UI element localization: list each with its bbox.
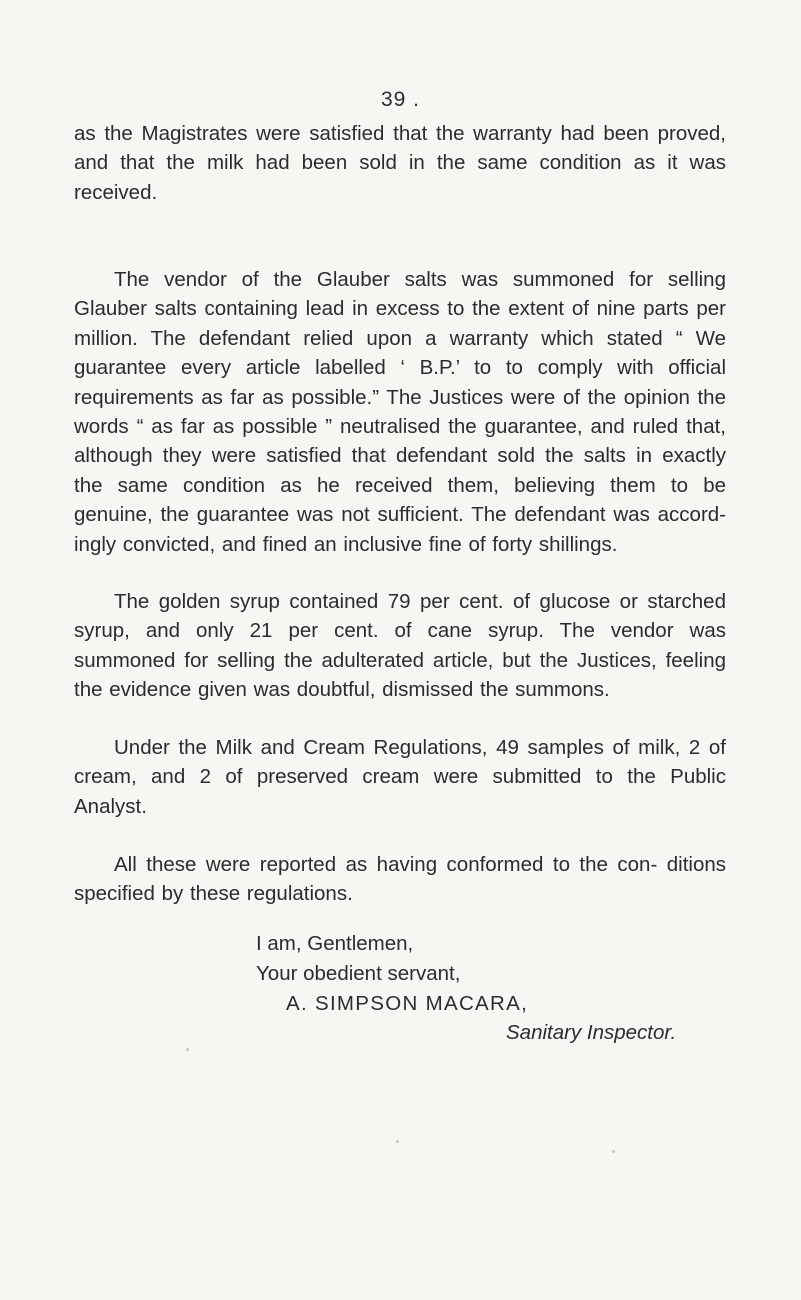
paper-speck — [396, 1140, 399, 1143]
valediction: Your obedient servant, — [256, 962, 461, 986]
paragraph-warranty-milk: as the Magistrates were satisfied that the warranty had been proved, and that the milk had been sold in the same condition as it was received. — [74, 122, 726, 204]
paragraph-golden-syrup: The golden syrup contained 79 per cent. of glucose or starched syrup, and only 21 per cent. of cane syrup. The vendor was summoned for selling the adulterated article, but the Justices, feeling the evidence given was doubtful, dismissed the summons. — [74, 590, 726, 702]
letter-closing — [0, 929, 801, 1048]
signatory-name: A. SIMPSON MACARA, — [286, 991, 529, 1015]
page-number: 39 . — [380, 88, 421, 111]
salutation: I am, Gentlemen, — [256, 932, 414, 955]
paragraph-conformed: All these were reported as having conformed to the con- ditions specified by these regulations. — [74, 853, 726, 906]
paper-speck — [612, 1150, 615, 1153]
signatory-title: Sanitary Inspector. — [506, 1021, 677, 1045]
paragraph-glauber-salts: The vendor of the Glauber salts was summoned for selling Glauber salts containing lead in excess to the extent of nine parts per million. The defendant relied upon a warranty which stated “ We guarantee every article labelled ‘ B.P.’ to to comply with official requirements as far as possible.” The Justices were of the opinion the words “ as far as possible ” neutralised the guarantee, and ruled that, although they were satisfied that defendant sold the salts in exactly the same condition as he received them, believing them to be genuine, the guarantee was not sufficient. The defendant was accord- ingly convicted, and fined an inclusive fine of forty shillings. — [74, 268, 726, 556]
paragraph-milk-cream-regulations: Under the Milk and Cream Regulations, 49 samples of milk, 2 of cream, and 2 of preserved cream were submitted to the Public Analyst. — [74, 736, 726, 818]
paper-speck — [186, 1048, 189, 1051]
